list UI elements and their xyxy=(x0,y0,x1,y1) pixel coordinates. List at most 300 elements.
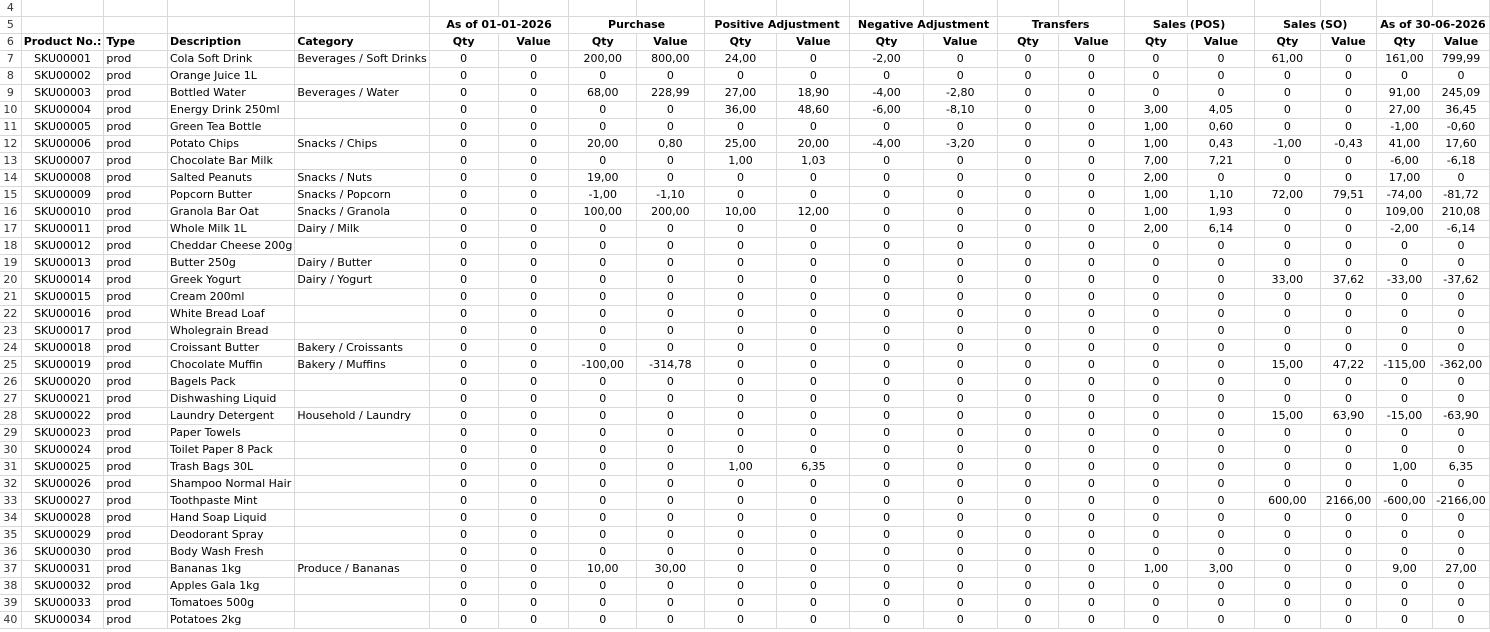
table-cell[interactable]: 0 xyxy=(1059,527,1124,544)
table-cell[interactable]: Bananas 1kg xyxy=(168,561,295,578)
table-cell[interactable]: 0 xyxy=(997,493,1059,510)
table-cell[interactable]: prod xyxy=(104,85,168,102)
table-cell[interactable]: 0 xyxy=(1059,68,1124,85)
table-cell[interactable]: 1,00 xyxy=(1124,561,1188,578)
table-cell[interactable]: 0 xyxy=(429,85,498,102)
table-cell[interactable]: 0 xyxy=(1188,306,1254,323)
table-row[interactable] xyxy=(0,391,1490,408)
table-cell[interactable]: 0 xyxy=(777,187,850,204)
column-header[interactable]: Qty xyxy=(1376,34,1432,51)
table-row[interactable] xyxy=(0,51,1490,68)
table-cell[interactable]: 0 xyxy=(777,561,850,578)
table-cell[interactable]: -1,00 xyxy=(1376,119,1432,136)
cell[interactable] xyxy=(21,0,104,17)
table-cell[interactable]: 0 xyxy=(1254,595,1320,612)
table-cell[interactable]: 0 xyxy=(923,425,997,442)
table-cell[interactable]: 7,21 xyxy=(1188,153,1254,170)
table-cell[interactable]: 0 xyxy=(1124,289,1188,306)
table-cell[interactable]: SKU00025 xyxy=(21,459,104,476)
table-row[interactable] xyxy=(0,340,1490,357)
table-cell[interactable]: prod xyxy=(104,51,168,68)
table-cell[interactable]: SKU00003 xyxy=(21,85,104,102)
table-cell[interactable]: 0 xyxy=(569,578,637,595)
table-cell[interactable]: 0 xyxy=(997,306,1059,323)
table-cell[interactable]: 0 xyxy=(1188,68,1254,85)
table-cell[interactable]: 0 xyxy=(1254,323,1320,340)
table-cell[interactable]: 0 xyxy=(923,527,997,544)
table-cell[interactable]: 0 xyxy=(850,238,924,255)
table-cell[interactable]: 109,00 xyxy=(1376,204,1432,221)
table-cell[interactable]: 0 xyxy=(1321,153,1377,170)
table-cell[interactable]: 0 xyxy=(1059,391,1124,408)
table-cell[interactable]: 0 xyxy=(997,289,1059,306)
table-cell[interactable]: 0 xyxy=(1254,153,1320,170)
table-cell[interactable]: 200,00 xyxy=(637,204,705,221)
table-cell[interactable]: 0 xyxy=(850,204,924,221)
table-cell[interactable]: 27,00 xyxy=(704,85,777,102)
table-row[interactable] xyxy=(0,153,1490,170)
table-cell[interactable]: Trash Bags 30L xyxy=(168,459,295,476)
table-row[interactable] xyxy=(0,612,1490,629)
table-cell[interactable]: 0 xyxy=(1059,612,1124,629)
cell[interactable] xyxy=(1254,0,1320,17)
table-row[interactable] xyxy=(0,408,1490,425)
table-cell[interactable]: 0 xyxy=(1254,221,1320,238)
table-cell[interactable]: 0 xyxy=(637,238,705,255)
table-cell[interactable]: Dairy / Yogurt xyxy=(295,272,429,289)
table-cell[interactable]: 0 xyxy=(923,510,997,527)
table-cell[interactable]: 0 xyxy=(429,374,498,391)
table-cell[interactable]: 0 xyxy=(1433,374,1490,391)
table-cell[interactable]: 0 xyxy=(1254,425,1320,442)
table-cell[interactable]: 0 xyxy=(498,187,569,204)
table-cell[interactable]: prod xyxy=(104,391,168,408)
table-cell[interactable]: Household / Laundry xyxy=(295,408,429,425)
table-cell[interactable]: 1,93 xyxy=(1188,204,1254,221)
table-cell[interactable]: prod xyxy=(104,595,168,612)
table-cell[interactable]: 0 xyxy=(1254,68,1320,85)
table-cell[interactable]: 0 xyxy=(637,306,705,323)
table-cell[interactable]: Beverages / Water xyxy=(295,85,429,102)
table-cell[interactable]: 0 xyxy=(637,510,705,527)
column-header[interactable]: Qty xyxy=(1124,34,1188,51)
table-cell[interactable]: 0 xyxy=(850,323,924,340)
table-cell[interactable]: 0 xyxy=(637,527,705,544)
table-cell[interactable]: 0 xyxy=(997,340,1059,357)
table-cell[interactable]: 0 xyxy=(569,391,637,408)
table-cell[interactable]: -1,00 xyxy=(1254,136,1320,153)
group-header[interactable]: Sales (SO) xyxy=(1254,17,1376,34)
table-cell[interactable]: -600,00 xyxy=(1376,493,1432,510)
table-cell[interactable]: 0 xyxy=(1321,578,1377,595)
table-cell[interactable]: 0 xyxy=(498,221,569,238)
table-cell[interactable]: 0 xyxy=(1376,510,1432,527)
table-cell[interactable]: 0 xyxy=(498,51,569,68)
table-cell[interactable]: 0 xyxy=(498,442,569,459)
table-cell[interactable]: 0 xyxy=(637,68,705,85)
table-cell[interactable]: 0 xyxy=(498,153,569,170)
cell[interactable] xyxy=(1321,0,1377,17)
table-cell[interactable]: 72,00 xyxy=(1254,187,1320,204)
table-cell[interactable]: 0 xyxy=(777,425,850,442)
table-cell[interactable]: 799,99 xyxy=(1433,51,1490,68)
table-cell[interactable]: 0 xyxy=(498,136,569,153)
table-cell[interactable]: 0 xyxy=(1254,306,1320,323)
table-cell[interactable]: 0 xyxy=(1321,170,1377,187)
table-cell[interactable] xyxy=(295,306,429,323)
table-cell[interactable]: 0 xyxy=(850,221,924,238)
table-cell[interactable]: 0 xyxy=(850,306,924,323)
table-cell[interactable]: 0 xyxy=(1188,170,1254,187)
table-cell[interactable]: 0 xyxy=(777,323,850,340)
table-cell[interactable]: 27,00 xyxy=(1376,102,1432,119)
table-cell[interactable]: Chocolate Bar Milk xyxy=(168,153,295,170)
table-cell[interactable]: 0 xyxy=(997,119,1059,136)
table-cell[interactable]: 0 xyxy=(923,476,997,493)
table-cell[interactable]: SKU00008 xyxy=(21,170,104,187)
table-cell[interactable]: 0 xyxy=(923,340,997,357)
table-cell[interactable]: 0 xyxy=(1059,136,1124,153)
table-cell[interactable]: 3,00 xyxy=(1124,102,1188,119)
table-cell[interactable]: 2166,00 xyxy=(1321,493,1377,510)
table-cell[interactable]: 0 xyxy=(923,459,997,476)
table-cell[interactable]: White Bread Loaf xyxy=(168,306,295,323)
table-cell[interactable]: 0 xyxy=(429,408,498,425)
table-cell[interactable]: 0 xyxy=(923,493,997,510)
cell[interactable] xyxy=(1059,0,1124,17)
table-cell[interactable] xyxy=(295,527,429,544)
table-cell[interactable]: prod xyxy=(104,323,168,340)
table-cell[interactable]: Dairy / Butter xyxy=(295,255,429,272)
table-cell[interactable]: 0 xyxy=(498,374,569,391)
table-cell[interactable]: SKU00024 xyxy=(21,442,104,459)
table-cell[interactable]: Bakery / Croissants xyxy=(295,340,429,357)
table-cell[interactable]: 600,00 xyxy=(1254,493,1320,510)
table-cell[interactable]: Green Tea Bottle xyxy=(168,119,295,136)
table-cell[interactable]: prod xyxy=(104,561,168,578)
table-cell[interactable]: Body Wash Fresh xyxy=(168,544,295,561)
table-cell[interactable]: 0 xyxy=(637,255,705,272)
table-cell[interactable]: 0 xyxy=(1376,612,1432,629)
table-cell[interactable]: 0 xyxy=(777,357,850,374)
table-cell[interactable]: 0 xyxy=(637,476,705,493)
table-cell[interactable]: 0 xyxy=(777,442,850,459)
table-cell[interactable]: prod xyxy=(104,612,168,629)
table-cell[interactable]: -362,00 xyxy=(1433,357,1490,374)
table-cell[interactable]: Potato Chips xyxy=(168,136,295,153)
table-cell[interactable]: 0 xyxy=(429,221,498,238)
table-cell[interactable]: 15,00 xyxy=(1254,408,1320,425)
table-cell[interactable]: 0 xyxy=(1059,442,1124,459)
table-cell[interactable]: 0 xyxy=(498,272,569,289)
table-cell[interactable]: -74,00 xyxy=(1376,187,1432,204)
table-cell[interactable]: 0 xyxy=(997,425,1059,442)
table-cell[interactable]: 0 xyxy=(569,272,637,289)
table-cell[interactable]: prod xyxy=(104,306,168,323)
table-cell[interactable]: 0 xyxy=(997,221,1059,238)
table-row[interactable] xyxy=(0,544,1490,561)
cell[interactable] xyxy=(637,0,705,17)
table-cell[interactable]: 0 xyxy=(1321,442,1377,459)
table-cell[interactable]: 0 xyxy=(850,255,924,272)
table-cell[interactable]: SKU00001 xyxy=(21,51,104,68)
table-cell[interactable]: 0 xyxy=(923,323,997,340)
table-cell[interactable]: 0 xyxy=(569,459,637,476)
table-cell[interactable]: 0 xyxy=(1188,85,1254,102)
table-cell[interactable]: SKU00019 xyxy=(21,357,104,374)
table-cell[interactable]: 1,00 xyxy=(1124,187,1188,204)
table-cell[interactable]: SKU00016 xyxy=(21,306,104,323)
table-cell[interactable]: 0 xyxy=(498,357,569,374)
table-cell[interactable] xyxy=(295,442,429,459)
table-cell[interactable]: 0 xyxy=(1321,374,1377,391)
table-cell[interactable]: 0 xyxy=(637,289,705,306)
table-cell[interactable]: prod xyxy=(104,102,168,119)
table-cell[interactable]: 0 xyxy=(1376,306,1432,323)
table-cell[interactable]: 0 xyxy=(1321,289,1377,306)
table-cell[interactable]: 0 xyxy=(1124,340,1188,357)
table-cell[interactable]: Toilet Paper 8 Pack xyxy=(168,442,295,459)
table-cell[interactable]: 0 xyxy=(777,612,850,629)
table-cell[interactable]: 0 xyxy=(704,323,777,340)
table-cell[interactable]: 0 xyxy=(850,459,924,476)
table-cell[interactable]: 0 xyxy=(637,119,705,136)
table-cell[interactable] xyxy=(295,544,429,561)
table-cell[interactable]: 0 xyxy=(1433,238,1490,255)
table-cell[interactable]: SKU00030 xyxy=(21,544,104,561)
table-cell[interactable]: Greek Yogurt xyxy=(168,272,295,289)
table-cell[interactable]: 1,00 xyxy=(1376,459,1432,476)
table-cell[interactable]: Salted Peanuts xyxy=(168,170,295,187)
table-cell[interactable]: -4,00 xyxy=(850,136,924,153)
cell[interactable] xyxy=(1124,0,1188,17)
table-cell[interactable] xyxy=(295,323,429,340)
table-cell[interactable]: 0 xyxy=(429,612,498,629)
table-cell[interactable]: 0 xyxy=(1059,102,1124,119)
table-cell[interactable]: 0 xyxy=(704,561,777,578)
table-cell[interactable]: 0 xyxy=(704,578,777,595)
table-cell[interactable]: 0 xyxy=(498,425,569,442)
table-cell[interactable] xyxy=(295,153,429,170)
table-row[interactable] xyxy=(0,119,1490,136)
cell[interactable] xyxy=(1376,0,1432,17)
table-cell[interactable]: 245,09 xyxy=(1433,85,1490,102)
table-cell[interactable]: 0 xyxy=(997,578,1059,595)
table-cell[interactable]: Snacks / Nuts xyxy=(295,170,429,187)
table-cell[interactable]: -6,18 xyxy=(1433,153,1490,170)
table-cell[interactable]: 0 xyxy=(1059,153,1124,170)
table-cell[interactable]: 0 xyxy=(704,238,777,255)
table-cell[interactable]: 0 xyxy=(1433,476,1490,493)
table-cell[interactable]: -63,90 xyxy=(1433,408,1490,425)
table-cell[interactable]: Beverages / Soft Drinks xyxy=(295,51,429,68)
table-cell[interactable]: 0 xyxy=(1254,238,1320,255)
table-cell[interactable]: 0 xyxy=(923,357,997,374)
table-cell[interactable]: 0 xyxy=(1124,306,1188,323)
column-header[interactable]: Qty xyxy=(429,34,498,51)
table-cell[interactable]: 0 xyxy=(637,340,705,357)
table-cell[interactable]: 0,43 xyxy=(1188,136,1254,153)
column-header[interactable]: Qty xyxy=(850,34,924,51)
table-cell[interactable]: 0 xyxy=(1321,119,1377,136)
table-cell[interactable]: 0 xyxy=(637,408,705,425)
table-cell[interactable]: -2166,00 xyxy=(1433,493,1490,510)
table-cell[interactable]: -3,20 xyxy=(923,136,997,153)
table-cell[interactable]: 36,45 xyxy=(1433,102,1490,119)
table-cell[interactable]: 0 xyxy=(1188,255,1254,272)
table-cell[interactable]: 0 xyxy=(997,272,1059,289)
table-cell[interactable]: 0 xyxy=(850,544,924,561)
column-header[interactable]: Value xyxy=(777,34,850,51)
table-cell[interactable]: 0 xyxy=(777,544,850,561)
table-cell[interactable]: 91,00 xyxy=(1376,85,1432,102)
table-cell[interactable]: 2,00 xyxy=(1124,221,1188,238)
table-cell[interactable]: 0 xyxy=(569,340,637,357)
table-cell[interactable]: 0 xyxy=(1433,306,1490,323)
table-cell[interactable]: 0 xyxy=(1124,391,1188,408)
table-cell[interactable]: 47,22 xyxy=(1321,357,1377,374)
table-cell[interactable]: 210,08 xyxy=(1433,204,1490,221)
table-cell[interactable]: 1,00 xyxy=(704,153,777,170)
table-cell[interactable]: -2,80 xyxy=(923,85,997,102)
group-header[interactable]: Sales (POS) xyxy=(1124,17,1254,34)
table-cell[interactable]: 0 xyxy=(704,425,777,442)
table-cell[interactable]: prod xyxy=(104,357,168,374)
table-cell[interactable]: 0 xyxy=(1188,323,1254,340)
table-row[interactable] xyxy=(0,204,1490,221)
table-cell[interactable]: 0 xyxy=(1188,357,1254,374)
table-cell[interactable]: 0 xyxy=(777,340,850,357)
table-cell[interactable] xyxy=(295,425,429,442)
table-cell[interactable]: 0 xyxy=(997,357,1059,374)
table-cell[interactable]: 6,14 xyxy=(1188,221,1254,238)
table-cell[interactable]: 41,00 xyxy=(1376,136,1432,153)
table-cell[interactable]: SKU00017 xyxy=(21,323,104,340)
table-cell[interactable]: 0 xyxy=(850,561,924,578)
table-cell[interactable]: 0 xyxy=(1321,255,1377,272)
table-cell[interactable]: 0 xyxy=(1188,408,1254,425)
table-cell[interactable]: 0 xyxy=(1059,459,1124,476)
table-cell[interactable]: 68,00 xyxy=(569,85,637,102)
table-cell[interactable]: 0 xyxy=(777,255,850,272)
table-cell[interactable]: 0 xyxy=(637,391,705,408)
table-cell[interactable]: SKU00012 xyxy=(21,238,104,255)
table-cell[interactable]: 0 xyxy=(1376,255,1432,272)
table-cell[interactable]: 0 xyxy=(569,374,637,391)
cell[interactable] xyxy=(498,0,569,17)
table-cell[interactable]: 0 xyxy=(850,408,924,425)
table-cell[interactable]: 0 xyxy=(704,527,777,544)
table-cell[interactable]: 0 xyxy=(1188,442,1254,459)
table-cell[interactable]: 0 xyxy=(1376,340,1432,357)
table-cell[interactable]: 0 xyxy=(569,68,637,85)
table-row[interactable] xyxy=(0,187,1490,204)
table-cell[interactable]: 0 xyxy=(1376,391,1432,408)
table-cell[interactable]: 1,00 xyxy=(704,459,777,476)
table-cell[interactable]: 6,35 xyxy=(1433,459,1490,476)
table-cell[interactable]: 0 xyxy=(1254,119,1320,136)
table-cell[interactable]: 0 xyxy=(777,374,850,391)
table-cell[interactable]: 0 xyxy=(1188,374,1254,391)
table-cell[interactable]: 0 xyxy=(637,374,705,391)
cell[interactable] xyxy=(21,17,104,34)
table-row[interactable] xyxy=(0,289,1490,306)
table-row[interactable] xyxy=(0,476,1490,493)
table-cell[interactable]: 0 xyxy=(569,425,637,442)
table-cell[interactable]: 0 xyxy=(850,612,924,629)
table-cell[interactable]: 0 xyxy=(1254,459,1320,476)
table-cell[interactable]: prod xyxy=(104,493,168,510)
table-cell[interactable]: 0 xyxy=(498,561,569,578)
table-cell[interactable]: 0 xyxy=(777,51,850,68)
table-cell[interactable]: prod xyxy=(104,425,168,442)
table-cell[interactable]: 0 xyxy=(704,272,777,289)
table-cell[interactable]: Whole Milk 1L xyxy=(168,221,295,238)
cell[interactable] xyxy=(704,0,777,17)
table-cell[interactable] xyxy=(295,289,429,306)
column-header[interactable]: Value xyxy=(1433,34,1490,51)
table-cell[interactable]: 0 xyxy=(569,544,637,561)
cell[interactable] xyxy=(104,17,168,34)
table-cell[interactable]: SKU00031 xyxy=(21,561,104,578)
table-cell[interactable]: 0 xyxy=(1254,612,1320,629)
table-cell[interactable]: 0 xyxy=(637,153,705,170)
table-cell[interactable]: 0 xyxy=(923,595,997,612)
table-cell[interactable]: prod xyxy=(104,408,168,425)
table-cell[interactable]: 0 xyxy=(850,391,924,408)
table-cell[interactable]: 0 xyxy=(1188,272,1254,289)
table-cell[interactable]: 0 xyxy=(429,357,498,374)
table-cell[interactable]: 0 xyxy=(777,391,850,408)
table-cell[interactable]: 0 xyxy=(498,510,569,527)
table-cell[interactable]: 0 xyxy=(1254,255,1320,272)
table-cell[interactable]: 0 xyxy=(1059,272,1124,289)
table-cell[interactable]: 0 xyxy=(429,442,498,459)
table-cell[interactable]: 0 xyxy=(704,374,777,391)
table-cell[interactable]: Laundry Detergent xyxy=(168,408,295,425)
table-cell[interactable]: Cheddar Cheese 200g xyxy=(168,238,295,255)
table-cell[interactable]: 0 xyxy=(498,612,569,629)
table-cell[interactable]: 0 xyxy=(997,544,1059,561)
column-header[interactable]: Value xyxy=(923,34,997,51)
table-row[interactable] xyxy=(0,442,1490,459)
table-cell[interactable] xyxy=(295,374,429,391)
table-cell[interactable]: 0 xyxy=(777,595,850,612)
table-cell[interactable]: 0 xyxy=(498,238,569,255)
table-cell[interactable]: 0 xyxy=(1254,476,1320,493)
table-cell[interactable]: 0 xyxy=(637,425,705,442)
table-cell[interactable]: 0 xyxy=(498,119,569,136)
table-cell[interactable]: 0 xyxy=(1321,306,1377,323)
table-cell[interactable]: SKU00015 xyxy=(21,289,104,306)
table-cell[interactable]: -115,00 xyxy=(1376,357,1432,374)
table-cell[interactable]: 0 xyxy=(569,102,637,119)
table-cell[interactable]: prod xyxy=(104,459,168,476)
table-cell[interactable]: 0 xyxy=(1059,578,1124,595)
table-cell[interactable]: 0 xyxy=(429,476,498,493)
table-cell[interactable]: 17,60 xyxy=(1433,136,1490,153)
table-cell[interactable]: 0 xyxy=(1321,340,1377,357)
table-cell[interactable]: 0 xyxy=(997,476,1059,493)
table-cell[interactable]: 0 xyxy=(1188,527,1254,544)
table-cell[interactable]: 1,10 xyxy=(1188,187,1254,204)
table-cell[interactable]: 0 xyxy=(1321,544,1377,561)
table-cell[interactable]: 0 xyxy=(1433,170,1490,187)
cell[interactable] xyxy=(429,0,498,17)
table-cell[interactable]: 0 xyxy=(923,204,997,221)
table-cell[interactable]: 0 xyxy=(1124,442,1188,459)
table-cell[interactable]: 0 xyxy=(1188,544,1254,561)
